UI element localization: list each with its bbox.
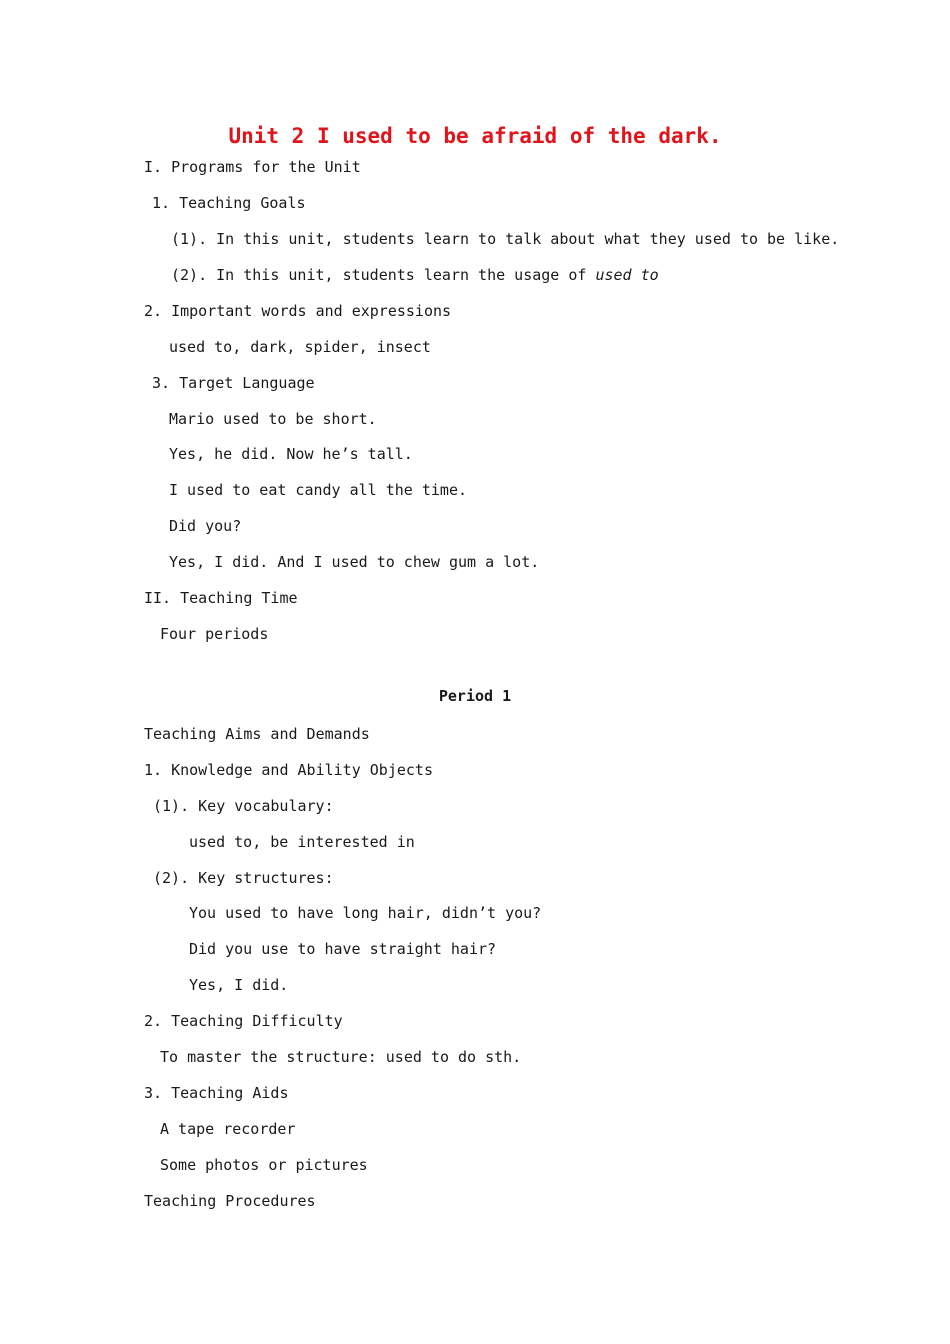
target-language-heading: 3. Target Language: [152, 374, 315, 392]
goal-1: (1). In this unit, students learn to talk about what they used to be like.: [171, 230, 840, 248]
section-heading-teaching-time: II. Teaching Time: [144, 589, 298, 607]
aid-2: Some photos or pictures: [160, 1156, 368, 1174]
page-title: Unit 2 I used to be afraid of the dark.: [228, 124, 722, 148]
goal-2: [171, 265, 659, 285]
aid-1: A tape recorder: [160, 1120, 296, 1138]
teaching-goals-heading: 1. Teaching Goals: [152, 194, 306, 212]
structures-heading: (2). Key structures:: [153, 869, 334, 887]
target-line-3: I used to eat candy all the time.: [169, 481, 468, 499]
target-line-1: Mario used to be short.: [169, 410, 377, 428]
difficulty-text: To master the structure: used to do sth.: [160, 1048, 522, 1066]
aims-heading: Teaching Aims and Demands: [144, 725, 370, 743]
goal-2-text: (2). In this unit, students learn the usage of: [171, 266, 596, 284]
period-title: Period 1: [438, 687, 512, 705]
difficulty-heading: 2. Teaching Difficulty: [144, 1012, 343, 1030]
structure-1: You used to have long hair, didn’t you?: [189, 904, 542, 922]
vocab-heading: (1). Key vocabulary:: [153, 797, 334, 815]
structure-3: Yes, I did.: [189, 976, 289, 994]
words-list: used to, dark, spider, insect: [169, 338, 431, 356]
teaching-time-value: Four periods: [160, 625, 269, 643]
target-line-2: Yes, he did. Now he’s tall.: [169, 445, 413, 463]
words-heading: 2. Important words and expressions: [144, 302, 452, 320]
procedures-heading: Teaching Procedures: [144, 1192, 316, 1210]
vocab-list: used to, be interested in: [189, 833, 415, 851]
structure-2: Did you use to have straight hair?: [189, 940, 497, 958]
aids-heading: 3. Teaching Aids: [144, 1084, 289, 1102]
target-line-4: Did you?: [169, 517, 242, 535]
knowledge-heading: 1. Knowledge and Ability Objects: [144, 761, 433, 779]
goal-2-emphasis: used to: [595, 266, 659, 284]
target-line-5: Yes, I did. And I used to chew gum a lot.: [169, 553, 540, 571]
section-heading-programs: I. Programs for the Unit: [144, 158, 361, 176]
